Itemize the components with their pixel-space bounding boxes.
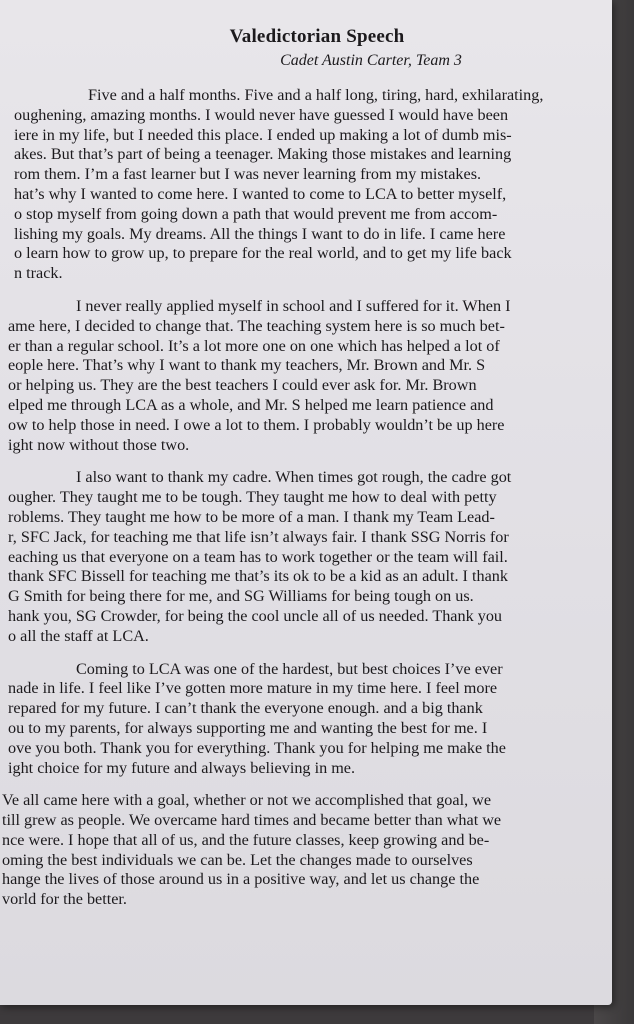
text-line: roblems. They taught me how to be more of a man. I thank my Team Lead-	[8, 507, 495, 526]
text-line: ougher. They taught me to be tough. They taught me how to deal with petty	[8, 488, 497, 507]
text-line: oughening, amazing months. I would never have guessed I would have been	[14, 105, 509, 124]
text-line: hank you, SG Crowder, for being the cool uncle all of us needed. Thank you	[8, 606, 503, 625]
paragraph-3	[0, 468, 600, 646]
text-line: Five and a half months. Five and a half long, tiring, hard, exhilarating,	[88, 86, 544, 104]
text-line: ame here, I decided to change that. The teaching system here is so much bet-	[8, 316, 505, 335]
paragraph-5	[0, 791, 600, 910]
text-line: vorld for the better.	[2, 890, 127, 909]
text-line: G Smith for being there for me, and SG Williams for being tough on us.	[8, 587, 474, 606]
text-line: or helping us. They are the best teachers I could ever ask for. Mr. Brown	[8, 376, 477, 395]
speech-content	[0, 18, 612, 923]
text-line: I also want to thank my cadre. When times got rough, the cadre got	[76, 468, 512, 487]
text-line: lishing my goals. My dreams. All the things I want to do in life. I came here	[14, 224, 506, 243]
text-line: o stop myself from going down a path that would prevent me from accom-	[14, 204, 498, 223]
text-line: ow to help those in need. I owe a lot to them. I probably wouldn’t be up here	[8, 415, 505, 434]
text-line: o learn how to grow up, to prepare for the real world, and to get my life back	[14, 244, 512, 263]
text-line: o all the staff at LCA.	[8, 626, 149, 645]
speech-author: Cadet Austin Carter, Team 3	[280, 52, 462, 69]
text-line: ight choice for my future and always believing in me.	[8, 758, 356, 777]
text-line: till grew as people. We overcame hard times and became better than what we	[2, 811, 502, 830]
text-line: ight now without those two.	[8, 435, 190, 454]
paragraph-4	[0, 660, 600, 779]
text-line: Ve all came here with a goal, whether or not we accomplished that goal, we	[2, 791, 492, 810]
text-line: akes. But that’s part of being a teenager. Making those mistakes and learning	[14, 145, 512, 164]
text-line: oming the best individuals we can be. Let the changes made to ourselves	[2, 850, 473, 869]
text-line: er than a regular school. It’s a lot more one on one which has helped a lot of	[8, 336, 500, 355]
text-line: n track.	[14, 264, 63, 283]
speech-body	[0, 86, 612, 910]
speech-title: Valedictorian Speech	[229, 26, 405, 47]
text-line: hange the lives of those around us in a positive way, and let us change the	[2, 870, 480, 889]
text-line: thank SFC Bissell for teaching me that’s its ok to be a kid as an adult. I thank	[8, 567, 508, 586]
text-line: nade in life. I feel like I’ve gotten more mature in my time here. I feel more	[8, 679, 498, 698]
paragraph-1	[0, 86, 600, 284]
text-line: eaching us that everyone on a team has to work together or the team will fail.	[8, 547, 508, 566]
text-line: hat’s why I wanted to come here. I wanted to come to LCA to better myself,	[14, 184, 507, 203]
text-line: I never really applied myself in school and I suffered for it. When I	[76, 296, 511, 315]
text-line: ove you both. Thank you for everything. Thank you for helping me make the	[8, 738, 506, 757]
text-line: elped me through LCA as a whole, and Mr. S helped me learn patience and	[8, 395, 494, 414]
text-line: r, SFC Jack, for teaching me that life isn’t always fair. I thank SSG Norris for	[8, 527, 509, 546]
text-line: rom them. I’m a fast learner but I was never learning from my mistakes.	[14, 165, 482, 184]
text-line: Coming to LCA was one of the hardest, but best choices I’ve ever	[76, 659, 503, 678]
text-line: nce were. I hope that all of us, and the future classes, keep growing and be-	[2, 830, 490, 849]
paragraph-2	[0, 297, 600, 455]
text-line: ou to my parents, for always supporting me and wanting the best for me. I	[8, 718, 488, 737]
text-line: iere in my life, but I needed this place. I ended up making a lot of dumb mis-	[14, 125, 512, 144]
text-line: eople here. That’s why I want to thank my teachers, Mr. Brown and Mr. S	[8, 356, 486, 375]
text-line: repared for my future. I can’t thank the everyone enough. and a big thank	[8, 699, 483, 718]
